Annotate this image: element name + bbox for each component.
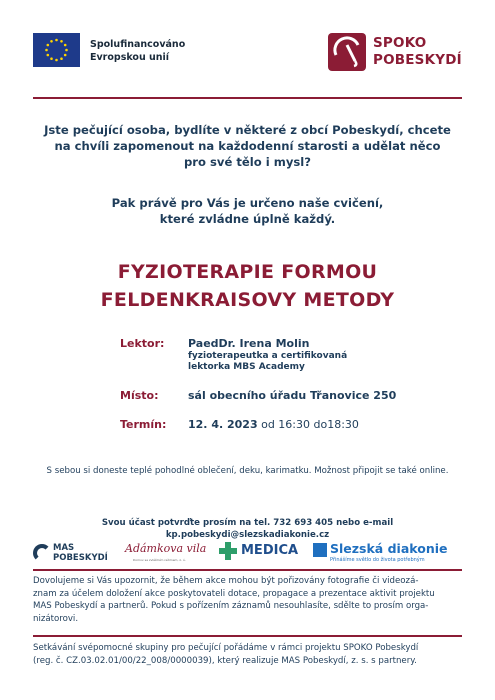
adamkova-vila-logo (125, 538, 211, 566)
misto-value: sál obecního úřadu Třanovice 250 (188, 389, 397, 402)
mas-swoosh-icon (33, 544, 51, 562)
slezska-diakonie-logo (313, 538, 463, 566)
eu-cofinanced-text (90, 38, 185, 64)
intro-question (33, 122, 462, 170)
footer-line: (reg. č. CZ.03.02.01/00/22_008/0000039), který realizuje MAS Pobeskydí, z. s. s partnery. (33, 655, 417, 666)
termin-date: 12. 4. 2023 (188, 418, 258, 431)
intro-line3: pro své tělo i mysl? (183, 155, 311, 169)
title-line2: FELDENKRAISOVY METODY (100, 289, 395, 311)
partner-logos (33, 538, 462, 568)
page-title (33, 258, 462, 314)
misto-label: Místo: (120, 389, 159, 402)
intro-offer (33, 195, 462, 227)
lektor-value: PaedDr. Irena Molin (188, 337, 310, 350)
confirm-contact: Svou účast potvrďte prosím na tel. 732 693 405 nebo e-mail kp.pobeskydi@slezskadiakonie.cz (101, 518, 394, 540)
photo-line: MAS Pobeskydí a partnerů. Pokud s pořízením záznamů nesouhlasíte, sdělte to prosím orga- (33, 601, 429, 612)
medica-name: MEDICA (241, 543, 299, 558)
diak-sub: Přinášíme světlo do života potřebným (330, 557, 425, 563)
photo-line: nizátorovi. (33, 613, 79, 624)
spoko-line2: POBESKYDÍ (373, 52, 462, 68)
photo-line: znam za účelem doložení akce poskytovateli dotace, propagace a prezentace aktivit projektu (33, 588, 435, 599)
medica-logo (219, 538, 305, 566)
eu-flag-icon (33, 33, 80, 67)
adam-sub: Domov se zvláštním režimem, z. ú. (133, 558, 186, 562)
adam-name: Adámkova vila (125, 542, 207, 555)
partners-divider (33, 569, 462, 571)
intro-line2: na chvíli zapomenout na každodenní starosti a udělat něco (54, 139, 441, 153)
header (0, 0, 495, 100)
umbrella-icon (328, 33, 366, 71)
spoko-logo-text (373, 35, 462, 69)
lektor-label: Lektor: (120, 337, 165, 350)
diak-name: Slezská diakonie (330, 541, 448, 556)
footer-note (33, 642, 462, 667)
diakonie-square-icon (313, 543, 327, 557)
title-line1: FYZIOTERAPIE FORMOU (117, 261, 378, 283)
lektor-sub2: lektorka MBS Academy (188, 362, 305, 372)
footer-line: Setkávání svépomocné skupiny pro pečující pořádáme v rámci projektu SPOKO Pobeskydí (33, 643, 419, 653)
mas-line1: MAS (53, 543, 75, 553)
lektor-sub1: fyzioterapeutka a certifikovaná (188, 351, 348, 361)
intro-line5: které zvládne úplně každý. (159, 212, 336, 226)
mas-logo-text (53, 543, 108, 563)
eu-text-line1: Spolufinancováno (90, 39, 186, 50)
footer-divider (33, 635, 462, 637)
header-divider (33, 97, 462, 99)
termin-time: od 16:30 do18:30 (257, 418, 359, 431)
termin-value (188, 418, 359, 432)
spoko-line1: SPOKO (373, 35, 427, 51)
bring-note: S sebou si doneste teplé pohodlné oblečení, deku, karimatku. Možnost připojit se také online. (46, 466, 449, 476)
mas-pobeskydi-logo (33, 538, 113, 566)
medical-cross-icon (219, 542, 237, 560)
eu-text-line2: Evropskou unií (90, 52, 170, 63)
termin-label: Termín: (120, 418, 167, 431)
intro-line4: Pak právě pro Vás je určeno naše cvičení, (111, 196, 384, 210)
photo-line: Dovolujeme si Vás upozornit, že během akce mohou být pořizovány fotografie či videozá- (33, 576, 419, 586)
photo-notice (33, 575, 462, 625)
spoko-pobeskydi-logo (328, 33, 462, 73)
mas-line2: POBESKYDÍ (53, 553, 108, 563)
intro-line1: Jste pečující osoba, bydlíte v některé z obcí Pobeskydí, chcete (44, 123, 451, 137)
